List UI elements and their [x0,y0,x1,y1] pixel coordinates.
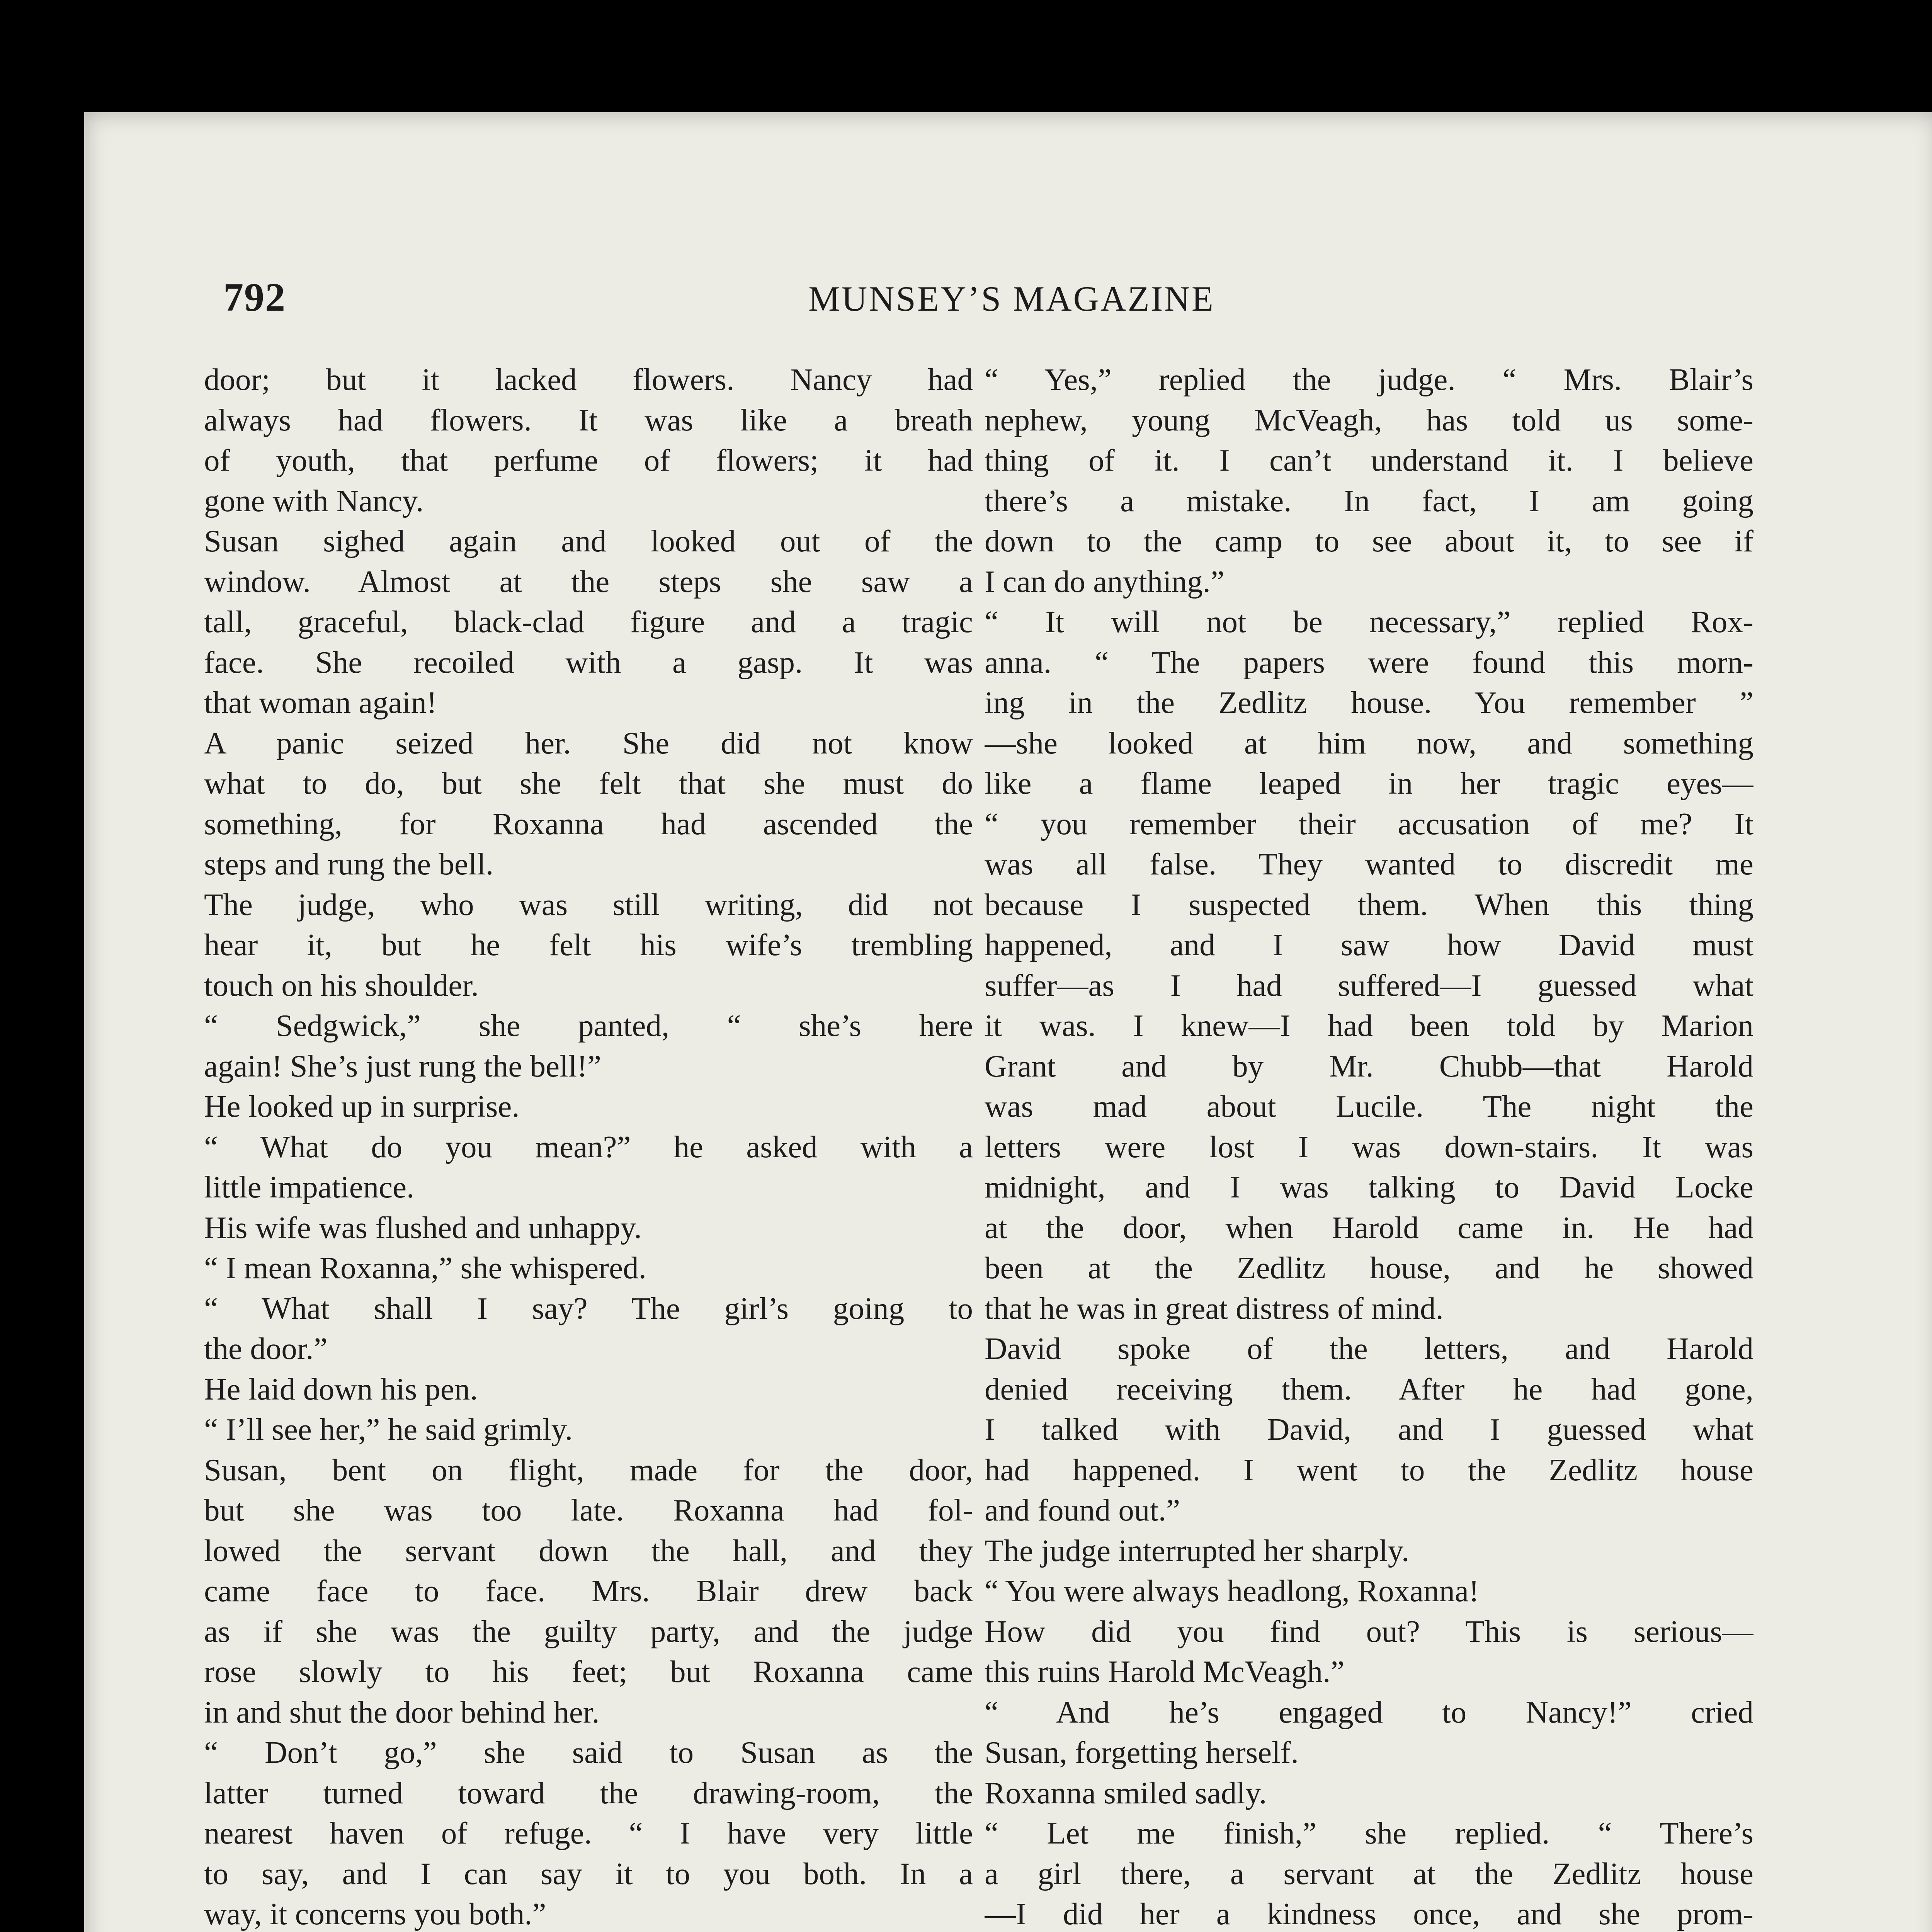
text-line: way, it concerns you both.” [204,1896,546,1931]
text-line: nephew, young McVeagh, has told us some- [985,402,1753,437]
right-text-column [985,359,1753,1932]
text-line: hear it, but he felt his wife’s trembling [204,927,973,962]
text-line: Susan, forgetting herself. [985,1735,1299,1770]
text-line: been at the Zedlitz house, and he showed [985,1250,1753,1285]
text-line: Grant and by Mr. Chubb—that Harold [985,1048,1753,1083]
text-line: I can do anything.” [985,564,1225,599]
text-line: lowed the servant down the hall, and they [204,1533,973,1568]
text-line: Susan, bent on flight, made for the door, [204,1452,973,1487]
text-line: Susan sighed again and looked out of the [204,524,973,558]
text-line: letters were lost I was down-stairs. It was [985,1129,1753,1164]
text-line: like a flame leaped in her tragic eyes— [985,766,1753,801]
text-line: was all false. They wanted to discredit me [985,847,1753,881]
text-line: “ Don’t go,” she said to Susan as the [204,1735,973,1770]
magazine-page [84,112,1932,1932]
text-line: door; but it lacked flowers. Nancy had [204,362,973,397]
text-line: “ I’ll see her,” he said grimly. [204,1412,573,1447]
text-line: “ Sedgwick,” she panted, “ she’s here [204,1008,973,1043]
text-line: of youth, that perfume of flowers; it had [204,443,973,478]
text-line: anna. “ The papers were found this morn- [985,645,1753,680]
text-line: “ And he’s engaged to Nancy!” cried [985,1694,1753,1730]
text-line: latter turned toward the drawing-room, the [204,1775,973,1810]
text-line: A panic seized her. She did not know [204,725,973,760]
text-line: “ Yes,” replied the judge. “ Mrs. Blair’s [985,362,1753,397]
text-line: David spoke of the letters, and Harold [985,1331,1753,1366]
text-line: He looked up in surprise. [204,1089,520,1124]
text-line: “ What shall I say? The girl’s going to [204,1291,973,1326]
text-line: How did you find out? This is serious— [985,1614,1753,1649]
text-line: because I suspected them. When this thing [985,887,1753,922]
text-line: this ruins Harold McVeagh.” [985,1654,1345,1689]
text-line: in and shut the door behind her. [204,1694,600,1730]
text-line: to say, and I can say it to you both. In a [204,1856,973,1891]
text-line: “ I mean Roxanna,” she whispered. [204,1250,646,1285]
text-line: The judge, who was still writing, did not [204,887,973,922]
text-line: tall, graceful, black-clad figure and a tragic [204,604,973,639]
text-line: His wife was flushed and unhappy. [204,1210,642,1245]
text-line: ing in the Zedlitz house. You remember ” [985,685,1753,720]
text-line: —she looked at him now, and something [985,725,1753,760]
text-line: what to do, but she felt that she must do [204,766,973,801]
page-header [84,274,1932,336]
text-line: always had flowers. It was like a breath [204,402,973,437]
text-line: that he was in great distress of mind. [985,1291,1444,1326]
text-line: The judge interrupted her sharply. [985,1533,1410,1568]
text-line: it was. I knew—I had been told by Marion [985,1008,1753,1043]
text-line: “ It will not be necessary,” replied Rox- [985,604,1753,639]
text-line: nearest haven of refuge. “ I have very little [204,1816,973,1850]
text-line: face. She recoiled with a gasp. It was [204,645,973,680]
text-line: again! She’s just rung the bell!” [204,1048,602,1083]
text-line: window. Almost at the steps she saw a [204,564,973,599]
text-line: something, for Roxanna had ascended the [204,806,973,841]
text-line: —I did her a kindness once, and she prom- [985,1896,1753,1931]
text-line: had happened. I went to the Zedlitz house [985,1452,1753,1487]
text-line: midnight, and I was talking to David Locke [985,1170,1753,1204]
text-line: the door.” [204,1331,328,1366]
running-head: MUNSEY’S MAGAZINE [808,279,1215,318]
text-line: that woman again! [204,685,437,720]
text-line: a girl there, a servant at the Zedlitz house [985,1856,1753,1891]
text-line: He laid down his pen. [204,1371,478,1406]
text-line: happened, and I saw how David must [985,927,1753,962]
text-line: was mad about Lucile. The night the [985,1089,1753,1124]
text-line: there’s a mistake. In fact, I am going [985,483,1753,518]
text-line: denied receiving them. After he had gone, [985,1371,1753,1406]
text-line: I talked with David, and I guessed what [985,1412,1753,1447]
text-line: suffer—as I had suffered—I guessed what [985,968,1753,1003]
text-line: down to the camp to see about it, to see if [985,524,1753,558]
text-line: “ Let me finish,” she replied. “ There’s [985,1816,1753,1850]
left-text-column [204,359,973,1932]
page-number: 792 [223,275,286,320]
text-line: at the door, when Harold came in. He had [985,1210,1753,1245]
text-line: came face to face. Mrs. Blair drew back [204,1573,973,1608]
text-line: touch on his shoulder. [204,968,479,1003]
text-line: gone with Nancy. [204,483,424,518]
text-line: thing of it. I can’t understand it. I believe [985,443,1753,478]
text-line: little impatience. [204,1170,415,1204]
text-line: steps and rung the bell. [204,847,494,881]
text-line: “ you remember their accusation of me? It [985,806,1753,841]
text-line: rose slowly to his feet; but Roxanna came [204,1654,973,1689]
text-line: as if she was the guilty party, and the judge [204,1614,973,1649]
text-line: “ You were always headlong, Roxanna! [985,1573,1479,1608]
text-line: Roxanna smiled sadly. [985,1775,1267,1810]
text-line: “ What do you mean?” he asked with a [204,1129,973,1164]
text-line: and found out.” [985,1493,1180,1527]
text-line: but she was too late. Roxanna had fol- [204,1493,973,1527]
